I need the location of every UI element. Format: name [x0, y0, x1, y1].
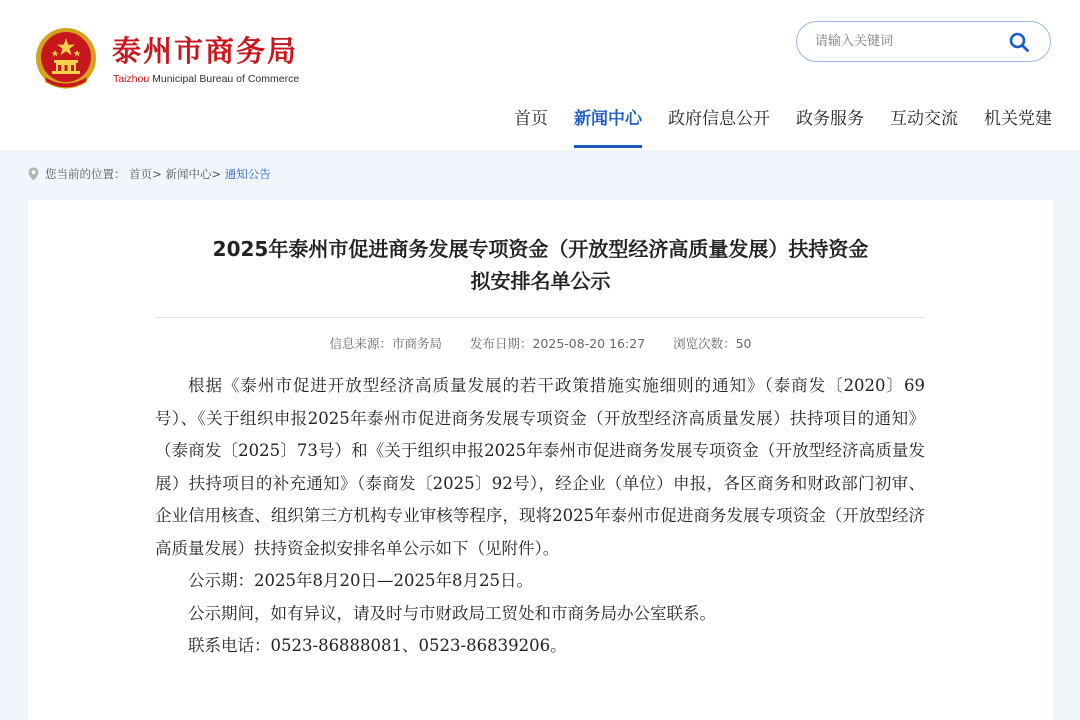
breadcrumb	[28, 165, 271, 183]
article-title-line-2: 拟安排名单公示	[470, 269, 611, 293]
nav-item-home[interactable]: 首页	[514, 109, 548, 129]
main-nav	[0, 106, 1080, 150]
article-source: 信息来源：市商务局	[329, 336, 442, 351]
article-paragraph: 公示期间，如有异议，请及时与市财政局工贸处和市商务局办公室联系。	[188, 603, 716, 623]
nav-item-gov-services[interactable]: 政务服务	[796, 109, 864, 129]
site-name-english-prefix: Taizhou	[113, 73, 150, 85]
breadcrumb-news-center[interactable]: 新闻中心	[165, 167, 212, 181]
article-views: 浏览次数：50	[673, 336, 752, 351]
title-divider	[155, 317, 925, 318]
article-title-line-1: 2025年泰州市促进商务发展专项资金（开放型经济高质量发展）扶持资金	[212, 237, 869, 261]
article-body	[155, 370, 925, 663]
article-card	[28, 200, 1053, 720]
breadcrumb-prefix: 您当前的位置：	[45, 167, 126, 181]
search-box	[796, 21, 1051, 62]
article-paragraph: 根据《泰州市促进开放型经济高质量发展的若干政策措施实施细则的通知》（泰商发〔2020〕69号）、《关于组织申报2025年泰州市促进商务发展专项资金（开放型经济高质量发展）扶持项目的通知》（泰商发〔2025〕73号）和《关于组织申报2025年泰州市促进商务发展专项资金（开放型经济高质量发展）扶持项目的补充通知》（泰商发〔2025〕92号），经企业（单位）申报，各区商务和财政部门初审、企业信用核查、组织第三方机构专业审核等程序，现将2025年泰州市促进商务发展专项资金（开放型经济高质量发展）扶持资金拟安排名单公示如下（见附件）。	[155, 376, 925, 558]
site-name-english	[113, 72, 299, 86]
search-input[interactable]	[815, 22, 995, 61]
nav-item-interaction[interactable]: 互动交流	[890, 109, 958, 129]
breadcrumb-current[interactable]: 通知公告	[224, 167, 271, 181]
site-name-english-rest: Municipal Bureau of Commerce	[149, 73, 300, 85]
article-paragraph: 公示期：2025年8月20日—2025年8月25日。	[188, 571, 533, 590]
breadcrumb-separator: >	[152, 167, 162, 181]
nav-item-party-building[interactable]: 机关党建	[984, 109, 1052, 129]
breadcrumb-separator: >	[211, 167, 222, 181]
nav-item-news-center[interactable]: 新闻中心	[574, 106, 642, 150]
breadcrumb-home[interactable]: 首页	[129, 167, 153, 181]
article-meta	[28, 335, 1053, 353]
site-name: 泰州市商务局	[112, 34, 299, 68]
search-icon[interactable]	[1008, 31, 1030, 53]
article-title	[28, 233, 1053, 297]
article-date: 发布日期：2025-08-20 16:27	[469, 336, 646, 351]
site-header	[0, 0, 1080, 150]
location-pin-icon	[28, 167, 39, 181]
nav-item-gov-info[interactable]: 政府信息公开	[668, 109, 770, 129]
article-paragraph: 联系电话：0523-86888081、0523-86839206。	[188, 636, 567, 655]
national-emblem-icon	[34, 26, 98, 92]
